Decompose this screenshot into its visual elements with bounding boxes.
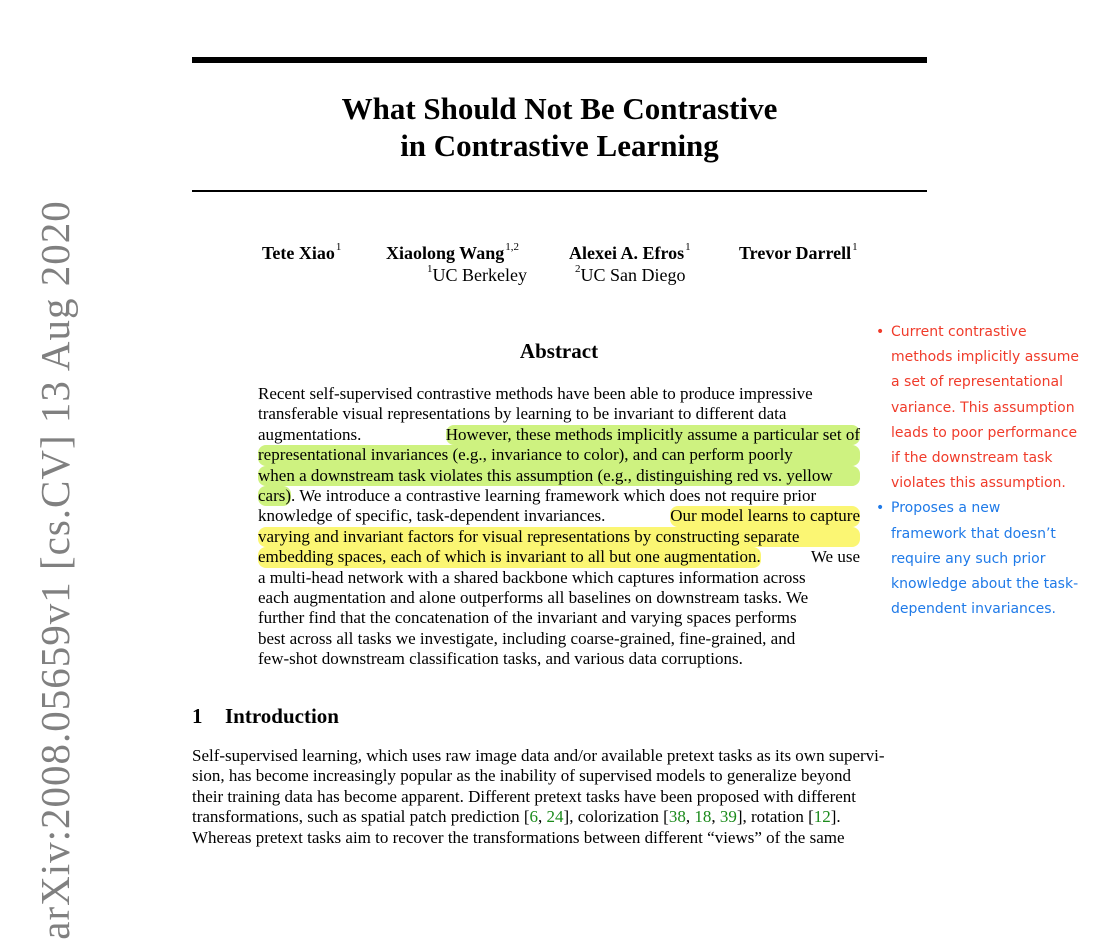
paper-title bbox=[192, 90, 927, 164]
abstract-line: a multi-head network with a shared backbone which captures information across bbox=[258, 567, 806, 587]
citation-link[interactable]: 6 bbox=[529, 807, 539, 827]
arxiv-stamp: arXiv:2008.05659v1 [cs.CV] 13 Aug 2020 bbox=[32, 200, 78, 940]
section-heading: 1 Introduction bbox=[192, 704, 339, 728]
abstract-line: each augmentation and alone outperforms all baselines on downstream tasks. We bbox=[258, 587, 809, 607]
citation-link[interactable]: 18 bbox=[694, 807, 712, 827]
intro-line: Self-supervised learning, which uses raw image data and/or available pretext tasks as its own supervi- bbox=[192, 746, 885, 765]
abstract-heading: Abstract bbox=[519, 339, 599, 363]
intro-line: sion, has become increasingly popular as the inability of supervised models to generalize beyond bbox=[192, 766, 852, 786]
top-rule bbox=[192, 57, 927, 63]
author-4: Trevor Darrell$^1$ bbox=[739, 241, 858, 263]
citation-link[interactable]: 24 bbox=[546, 807, 564, 827]
citation-link[interactable]: 12 bbox=[813, 807, 831, 827]
citation-link[interactable]: 38 bbox=[668, 807, 686, 827]
bullet-icon: • bbox=[876, 324, 885, 340]
abstract-line: Recent self-supervised contrastive methods have been able to produce impressive bbox=[258, 384, 813, 403]
note-blue: • Proposes a new framework that doesn’t require any such prior knowledge about the task- dependent invariances. bbox=[873, 496, 1095, 622]
bullet-icon: • bbox=[876, 500, 885, 517]
intro-line: their training data has become apparent. Different pretext tasks have been proposed with different bbox=[192, 786, 857, 806]
author-1: Tete Xiao$^1$ bbox=[262, 241, 342, 263]
highlight-yellow: varying and invariant factors for visual representations by constructing separate bbox=[258, 527, 860, 547]
abstract-line: embedding spaces, each of which is invariant to all but one augmentation. We use bbox=[258, 547, 860, 567]
margin-notes bbox=[873, 320, 1095, 622]
affiliation-1: $^1$UC Berkeley bbox=[427, 263, 527, 285]
bottom-rule bbox=[192, 190, 927, 192]
intro-line: transformations, such as spatial patch prediction [6, 24], colorization [38, 18, 39], rotation [12]. bbox=[192, 807, 841, 827]
citation-link[interactable]: 39 bbox=[719, 807, 737, 827]
abstract-line: knowledge of specific, task-dependent invariances. Our model learns to capture bbox=[258, 506, 860, 526]
abstract-line: best across all tasks we investigate, including coarse-grained, fine-grained, and bbox=[258, 628, 796, 648]
abstract-line: few-shot downstream classification tasks, and various data corruptions. bbox=[258, 649, 743, 669]
highlight-green: cars) bbox=[258, 485, 292, 505]
abstract-line: cars) . We introduce a contrastive learning framework which does not require prior bbox=[258, 485, 817, 505]
affiliation-2: $^2$UC San Diego bbox=[575, 263, 686, 285]
author-2: Xiaolong Wang$^{1,2}$ bbox=[386, 241, 519, 263]
intro-body bbox=[192, 746, 927, 848]
abstract-body bbox=[258, 384, 860, 669]
title-line-1: What Should Not Be Contrastive bbox=[341, 91, 778, 126]
title-line-2: in Contrastive Learning bbox=[400, 128, 719, 163]
highlight-green: However, these methods implicitly assume a particular set of bbox=[445, 424, 860, 444]
abstract-line: augmentations. However, these methods implicitly assume a particular set of bbox=[258, 424, 860, 444]
highlight-yellow: Our model learns to capture bbox=[670, 506, 860, 526]
abstract-line: transferable visual representations by learning to be invariant to different data bbox=[258, 404, 787, 424]
author-3: Alexei A. Efros$^1$ bbox=[569, 241, 691, 263]
highlight-yellow: embedding spaces, each of which is invariant to all but one augmentation. bbox=[258, 547, 761, 567]
intro-line: Whereas pretext tasks aim to recover the transformations between different “views” of the same bbox=[192, 827, 845, 847]
highlight-green: when a downstream task violates this assumption (e.g., distinguishing red vs. yellow bbox=[258, 466, 860, 486]
abstract-line: further find that the concatenation of the invariant and varying spaces performs bbox=[258, 608, 797, 628]
note-red: • Current contrastive methods implicitly assume a set of representational variance. This assumption leads to poor performance if the downstream task violates this assumption. bbox=[873, 320, 1095, 496]
highlight-green: representational invariances (e.g., invariance to color), and can perform poorly bbox=[258, 445, 860, 465]
